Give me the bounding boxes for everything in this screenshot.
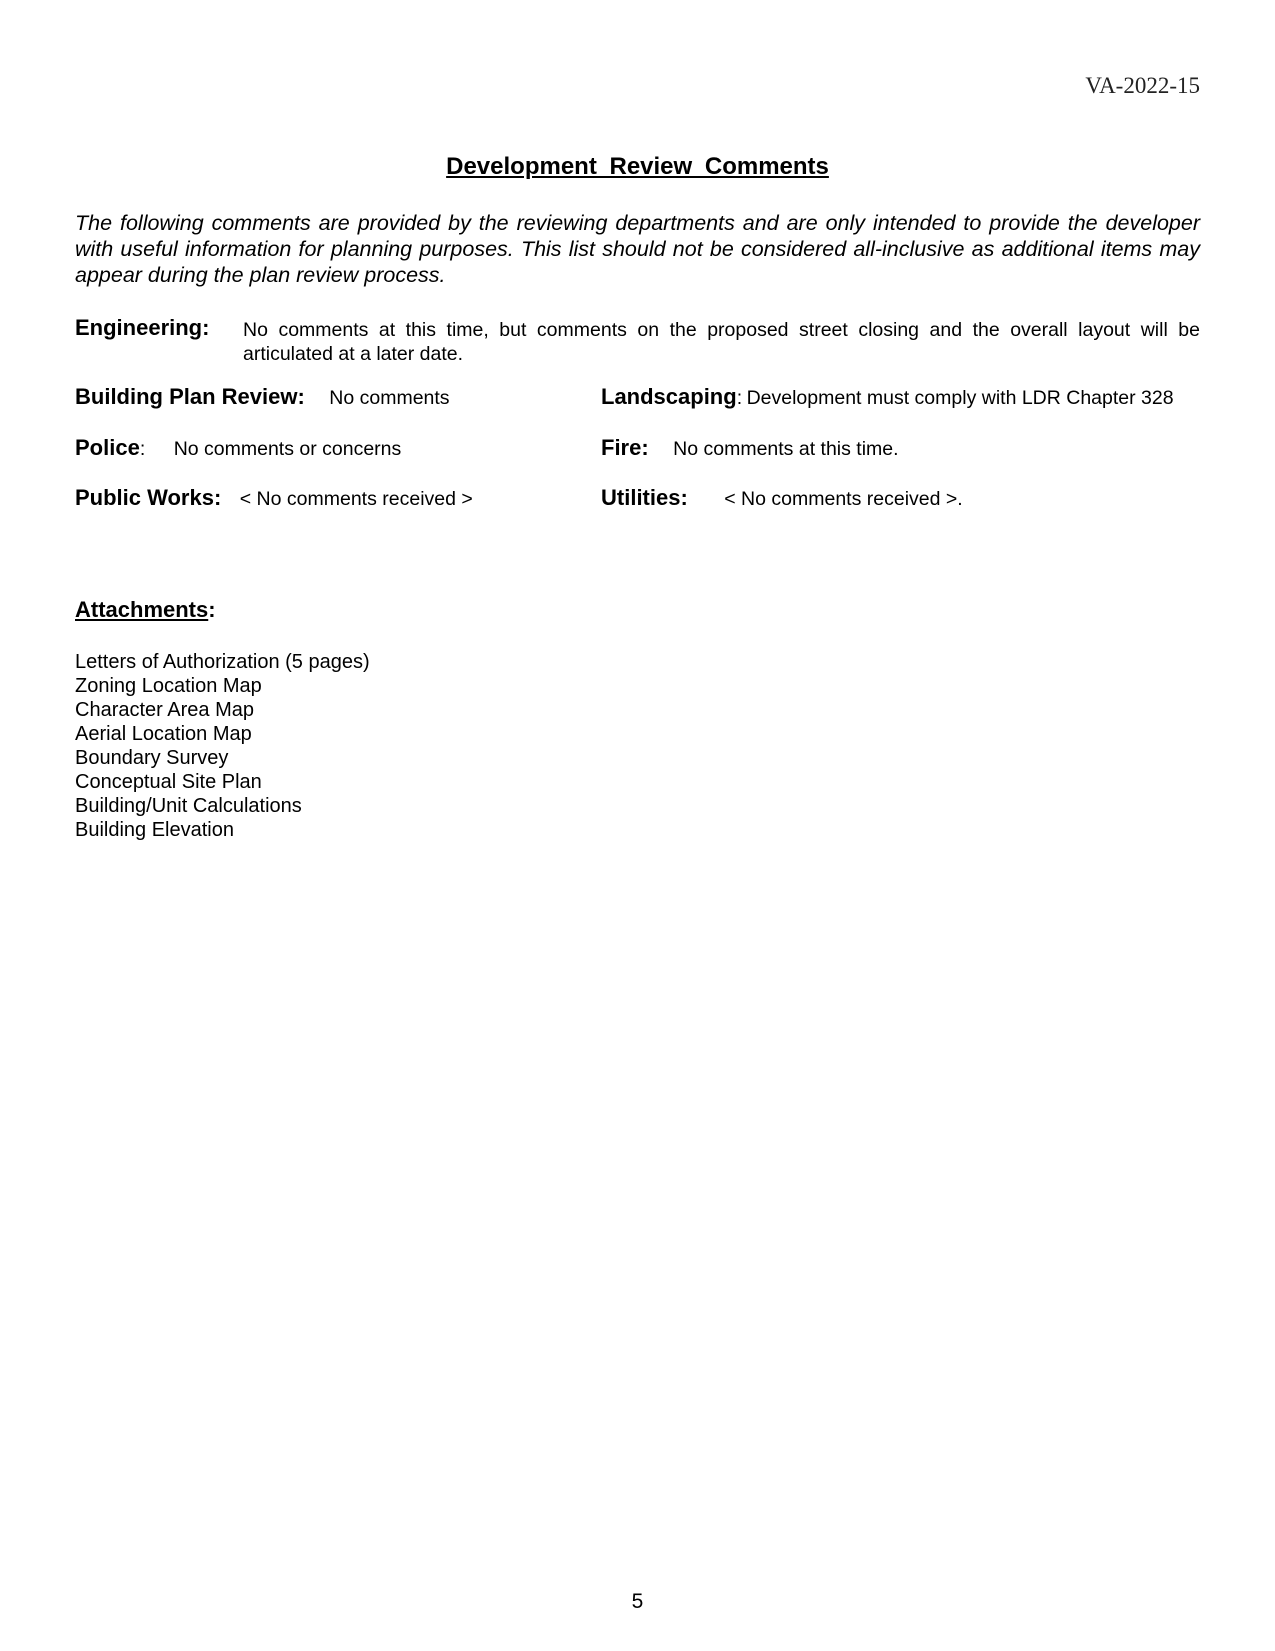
attachment-item: Building/Unit Calculations [75,795,302,817]
landscaping-colon: : [736,387,743,409]
case-number: VA-2022-15 [1085,73,1200,98]
attachments-heading [75,597,216,623]
landscaping-section [601,384,1174,410]
utilities-comment: < No comments received >. [724,488,963,510]
police-comment: No comments or concerns [173,438,402,460]
attachment-item: Zoning Location Map [75,675,262,697]
document-title [0,153,1275,181]
public-works-comment: < No comments received > [239,488,473,510]
attachments-list [75,650,370,842]
attachment-item: Letters of Authorization (5 pages) [75,651,370,673]
engineering-label: Engineering: [75,315,210,340]
public-works-label: Public Works: [75,485,222,510]
utilities-section [601,485,963,511]
attachment-item: Character Area Map [75,699,254,721]
building-plan-review-section [75,384,450,410]
engineering-comment: No comments at this time, but comments on the proposed street closing and the overall layout will be articulated at a later date. [243,319,1200,365]
attachment-item: Aerial Location Map [75,723,252,745]
public-works-section [75,485,473,511]
landscaping-label: Landscaping [601,384,737,409]
building-plan-review-label: Building Plan Review: [75,384,305,409]
document-title-text: Development Review Comments [446,153,829,180]
utilities-label: Utilities: [601,485,688,510]
attachment-item: Conceptual Site Plan [75,771,262,793]
police-colon: : [139,438,146,460]
attachment-item: Building Elevation [75,819,234,841]
intro-paragraph: The following comments are provided by the reviewing departments and are only intended to provide the developer with useful information for planning purposes. This list should not be considered all-inclusive as additional items may appear during the plan review process. [75,211,1200,287]
building-plan-review-comment: No comments [329,387,450,409]
police-label: Police [75,435,140,460]
attachment-item: Boundary Survey [75,747,229,769]
landscaping-comment: Development must comply with LDR Chapter 328 [746,387,1174,409]
attachments-heading-colon: : [208,597,216,622]
fire-label: Fire: [601,435,649,460]
police-section [75,435,401,461]
fire-comment: No comments at this time. [673,438,899,460]
attachments-heading-text: Attachments [75,597,209,622]
page-number: 5 [631,1590,644,1613]
fire-section [601,435,899,461]
